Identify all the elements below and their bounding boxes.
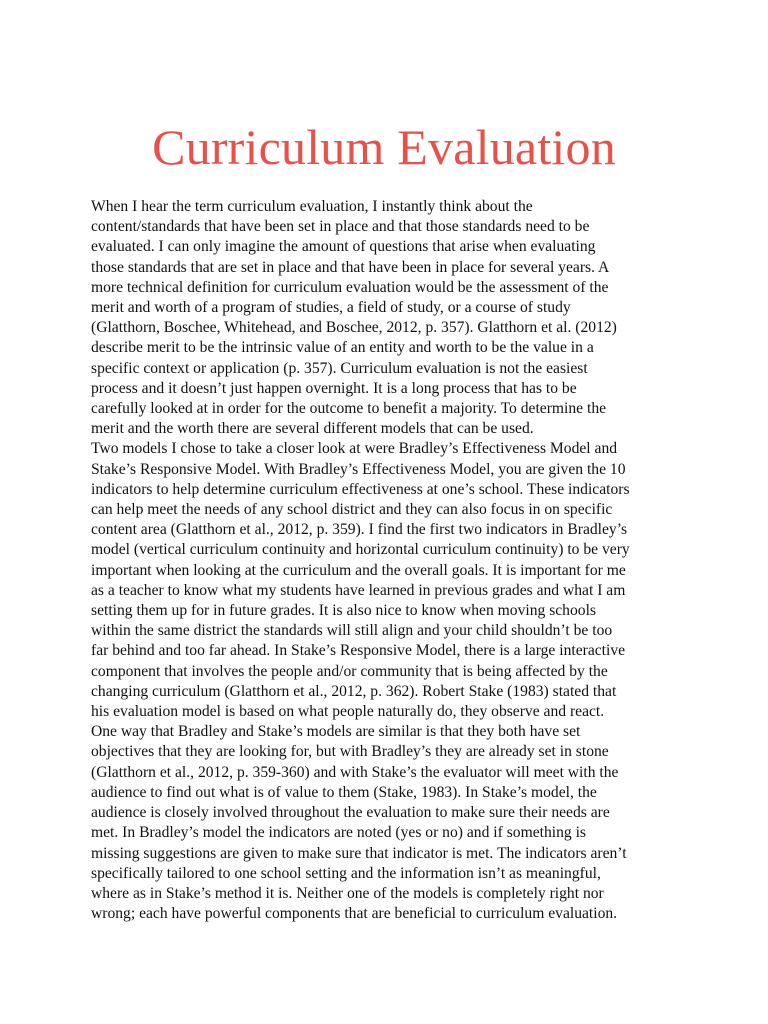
paragraph-2: Two models I chose to take a closer look at were Bradley’s Effectiveness Model and Stake’s Responsive Model. With Bradley’s Effectiveness Model, you are given the 10 indicators to help determine curriculum effectiveness at one’s school. These indicators can help meet the needs of any school district and they can also focus in on specific content area (Glatthorn et al., 2012, p. 359). I find the first two indicators in Bradley’s model (vertical curriculum continuity and horizontal curriculum continuity) to be very important when looking at the curriculum and the overall goals. It is important for me as a teacher to know what my students have learned in previous grades and what I am setting them up for in future grades. It is also nice to know when moving schools within the same district the standards will still align and your child shouldn’t be too far behind and too far ahead. In Stake’s Responsive Model, there is a large interactive component that involves the people and/or community that is being affected by the changing curriculum (Glatthorn et al., 2012, p. 362). Robert Stake (1983) stated that his evaluation model is based on what people naturally do, they observe and react. One way that Bradley and Stake’s models are similar is that they both have set objectives that they are looking for, but with Bradley’s they are already set in stone (Glatthorn et al., 2012, p. 359-360) and with Stake’s the evaluator will meet with the audience to find out what is of value to them (Stake, 1983). In Stake’s model, the audience is closely involved throughout the evaluation to make sure their needs are met. In Bradley’s model the indicators are noted (yes or no) and if something is missing suggestions are given to make sure that indicator is met. The indicators aren’t specifically tailored to one school setting and the information isn’t as meaningful, where as in Stake’s method it is. Neither one of the models is completely right nor wrong; each have powerful components that are beneficial to curriculum evaluation.: [91, 440, 630, 923]
document-body: [91, 197, 691, 924]
paragraph-1: When I hear the term curriculum evaluation, I instantly think about the content/standards that have been set in place and that those standards need to be evaluated. I can only imagine the amount of questions that arise when evaluating those standards that are set in place and that have been in place for several years. A more technical definition for curriculum evaluation would be the assessment of the merit and worth of a program of studies, a field of study, or a course of study (Glatthorn, Boschee, Whitehead, and Boschee, 2012, p. 357). Glatthorn et al. (2012) describe merit to be the intrinsic value of an entity and worth to be the value in a specific context or application (p. 357). Curriculum evaluation is not the easiest process and it doesn’t just happen overnight. It is a long process that has to be carefully looked at in order for the outcome to benefit a majority. To determine the merit and the worth there are several different models that can be used.: [91, 198, 617, 438]
document-title: Curriculum Evaluation: [152, 119, 616, 175]
